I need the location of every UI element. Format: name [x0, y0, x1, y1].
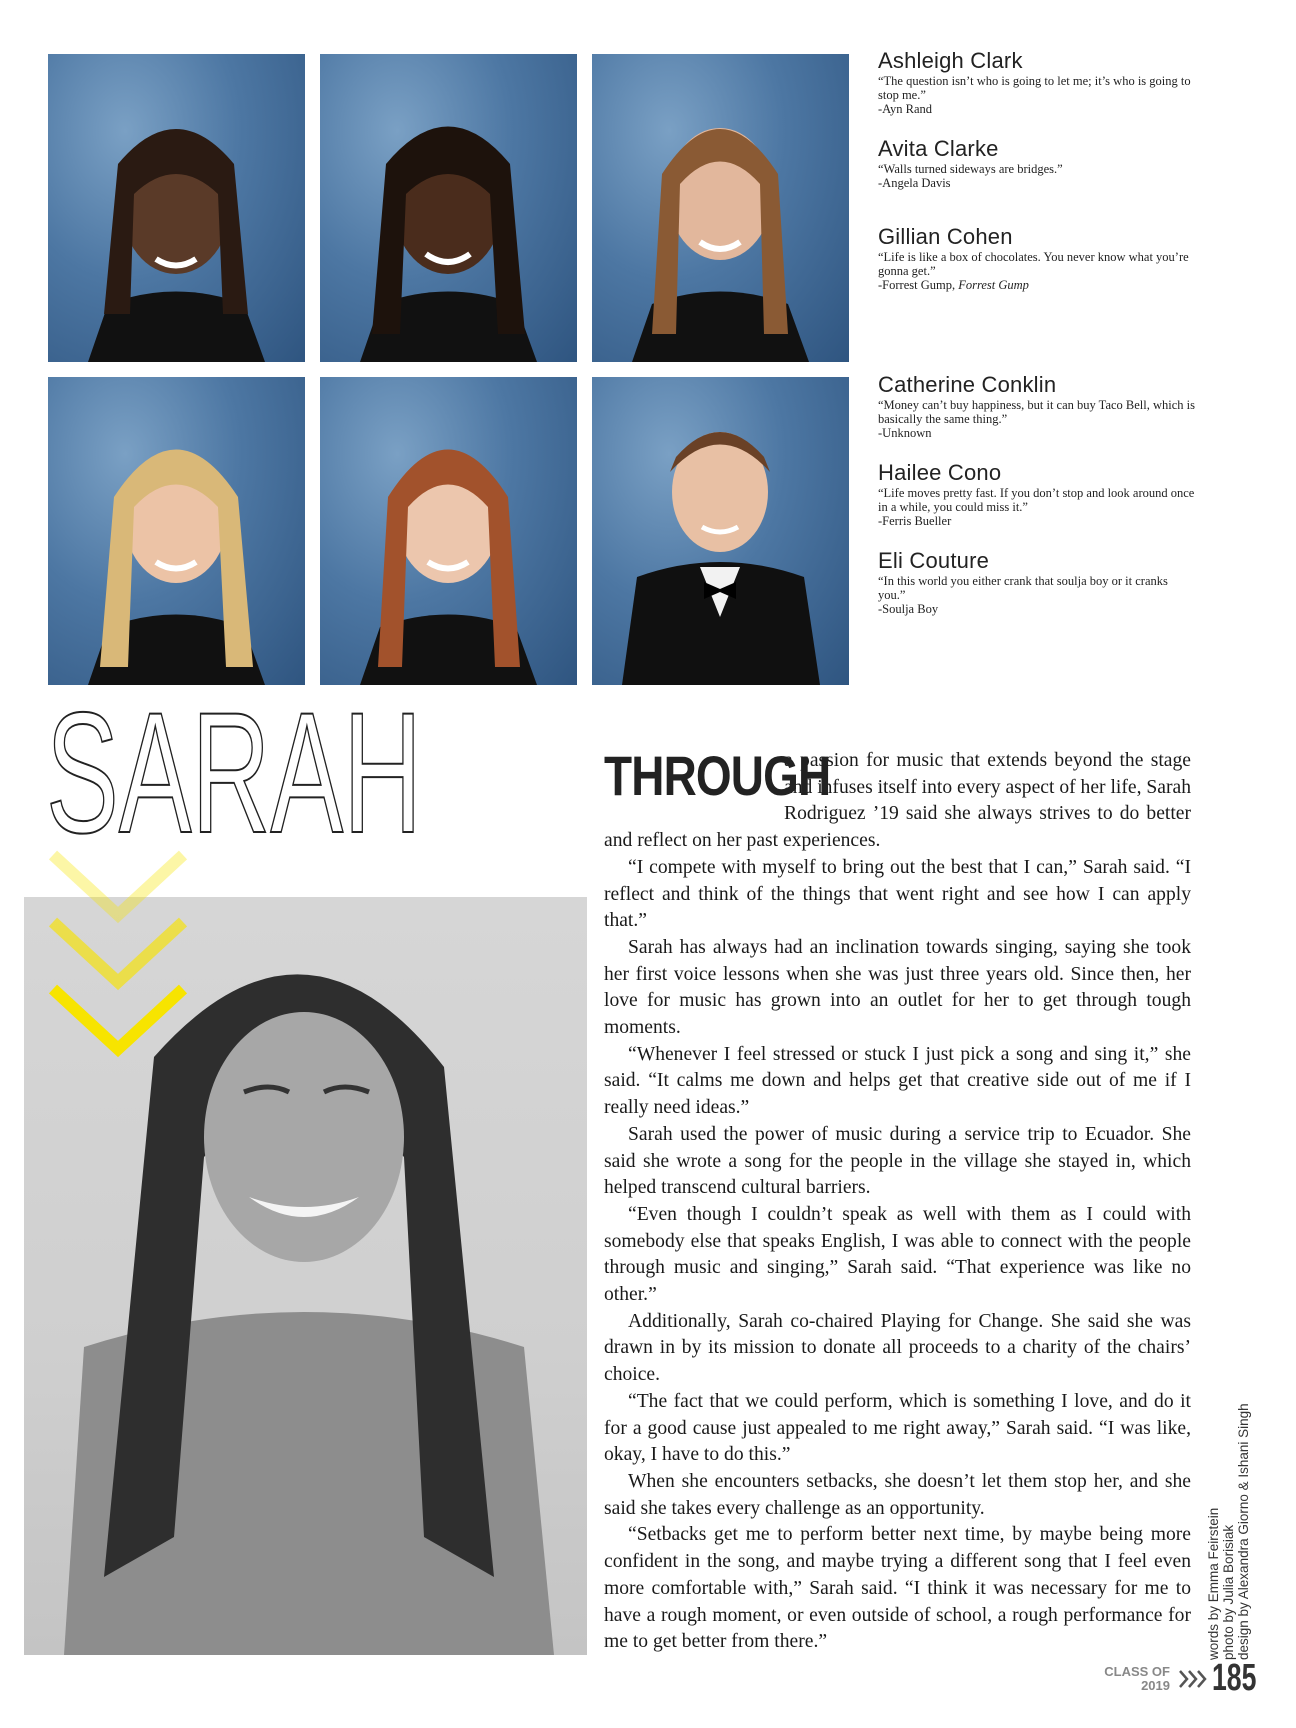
page-footer: [1100, 1657, 1280, 1703]
article-paragraph: Sarah used the power of music during a service trip to Ecuador. She said she wrote a song for the people in the village she stayed in, which helped transcend cultural barriers.: [604, 1123, 1191, 1199]
senior-name: Eli Couture: [878, 548, 990, 573]
portrait-avita-clarke: [320, 54, 577, 362]
portrait-hailee-cono: [320, 377, 577, 685]
quote-author: -Ferris Bueller: [878, 514, 952, 528]
chevrons-decoration: [48, 850, 188, 1080]
senior-quote: “Life is like a box of chocolates. You never know what you’re gonna get.”: [878, 250, 1189, 278]
senior-name: Avita Clarke: [878, 136, 999, 161]
senior-quote: “Walls turned sideways are bridges.”: [878, 162, 1063, 176]
class-of-line1: CLASS OF: [1104, 1664, 1170, 1679]
senior-name: Catherine Conklin: [878, 372, 1057, 397]
senior-quote: “Life moves pretty fast. If you don’t stop and look around once in a while, you could miss it.”: [878, 486, 1195, 514]
quote-author: -Ayn Rand: [878, 102, 933, 116]
senior-quote: “The question isn’t who is going to let me; it’s who is going to stop me.”: [878, 74, 1191, 102]
article-paragraph: “I compete with myself to bring out the best that I can,” Sarah said. “I reflect and think of the things that went right and see how I can apply that.”: [604, 856, 1191, 932]
article-paragraph: a passion for music that extends beyond the stage and infuses itself into every aspect of her life, Sarah Rodriguez ’19 said she always strives to do better and reflect on her past experiences.: [604, 750, 1191, 852]
quote-author: -Soulja Boy: [878, 602, 939, 616]
article-paragraph: “Whenever I feel stressed or stuck I just pick a song and sing it,” she said. “It calms me down and helps get that creative side out of me if I really need ideas.”: [604, 1043, 1191, 1119]
credit-photo: photo by Julia Borisiak: [1221, 1524, 1236, 1660]
quote-author-name: -Forrest Gump,: [878, 278, 959, 292]
quote-author: [878, 278, 1198, 292]
senior-entry: [878, 372, 1198, 440]
senior-entry: [878, 136, 1198, 190]
senior-entry: [878, 48, 1198, 116]
senior-entry: [878, 460, 1198, 528]
portrait-ashleigh-clark: [48, 54, 305, 362]
article-paragraph: “Even though I couldn’t speak as well with them as I could with somebody else that speaks English, I was able to connect with the people through music and singing,” Sarah said. “That experience was like no other.”: [604, 1203, 1191, 1306]
article-paragraph: “The fact that we could perform, which is something I love, and do it for a good cause just appealed to me right away,” Sarah said. “I was like, okay, I have to do this.”: [604, 1390, 1191, 1466]
portrait-gillian-cohen: [592, 54, 849, 362]
feature-article: [604, 744, 1191, 1656]
portrait-eli-couture: [592, 377, 849, 685]
credits: [1206, 1390, 1266, 1660]
senior-entry: [878, 224, 1198, 292]
portrait-catherine-conklin: [48, 377, 305, 685]
triple-chevron-icon: [1178, 1667, 1208, 1691]
article-paragraph: Sarah has always had an inclination towards singing, saying she took her first voice lessons when she was just three years old. Since then, her love for music has grown into an outlet for her to get through tough moments.: [604, 936, 1191, 1039]
quote-author: -Unknown: [878, 426, 932, 440]
senior-entry: [878, 548, 1198, 616]
senior-name: Gillian Cohen: [878, 224, 1013, 249]
feature-title-text: SARAH: [46, 677, 422, 869]
senior-name: Ashleigh Clark: [878, 48, 1023, 73]
article-paragraph: “Setbacks get me to perform better next time, by maybe being more confident in the song, and maybe trying a different song that I feel even more comfortable with,” Sarah said. “I think it was necessary for me to have a rough moment, or even outside of school, a rough performance for me to get better from there.”: [604, 1524, 1191, 1653]
credit-words: words by Emma Feirstein: [1206, 1507, 1221, 1660]
credit-design: design by Alexandra Giorno & Ishani Singh: [1236, 1403, 1251, 1660]
feature-title: [46, 677, 426, 869]
lead-word: THROUGH: [604, 744, 831, 807]
senior-quote: “In this world you either crank that soulja boy or it cranks you.”: [878, 574, 1168, 602]
quote-author-work: Forrest Gump: [958, 278, 1029, 292]
senior-name: Hailee Cono: [878, 460, 1002, 485]
class-of-label: [1100, 1665, 1170, 1693]
senior-quote: “Money can’t buy happiness, but it can buy Taco Bell, which is basically the same thing.”: [878, 398, 1196, 426]
article-paragraph: Additionally, Sarah co-chaired Playing for Change. She said she was drawn in by its mission to donate all proceeds to a charity of the chairs’ choice.: [604, 1310, 1191, 1386]
class-of-line2: 2019: [1141, 1678, 1170, 1693]
article-paragraph: When she encounters setbacks, she doesn’t let them stop her, and she said she takes every challenge as an opportunity.: [604, 1470, 1191, 1519]
page-number: 185: [1212, 1657, 1257, 1699]
quote-author: -Angela Davis: [878, 176, 951, 190]
